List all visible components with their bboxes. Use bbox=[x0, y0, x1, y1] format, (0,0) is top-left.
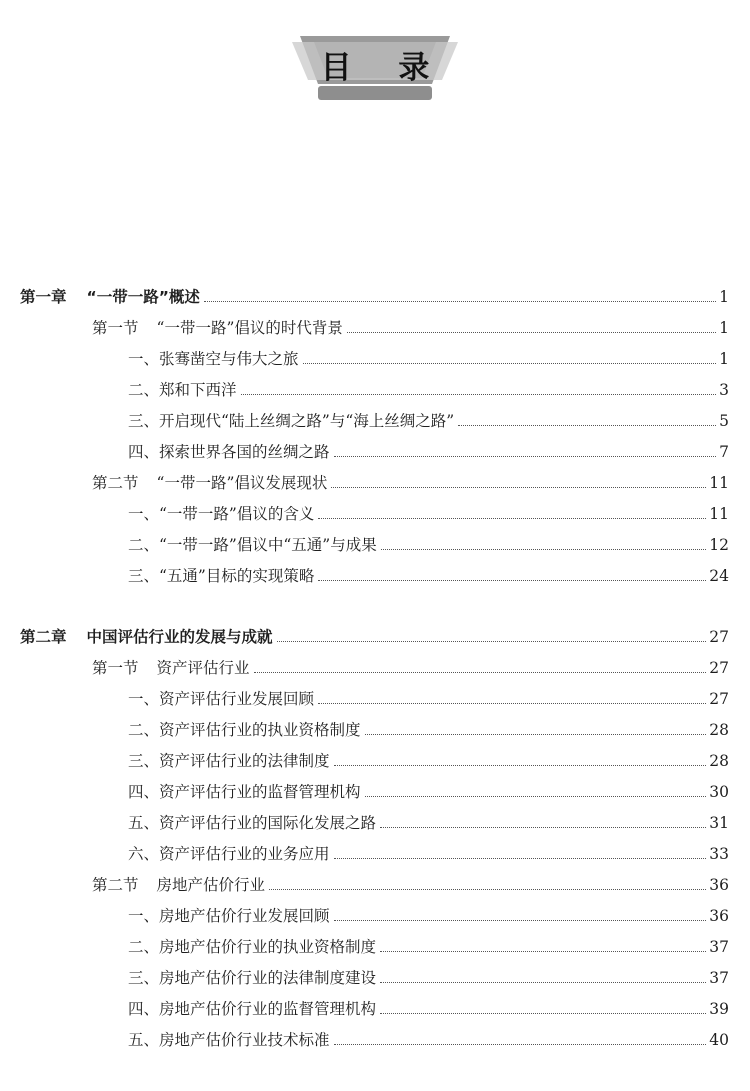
toc-entry-title: 五、资产评估行业的国际化发展之路 bbox=[128, 814, 377, 832]
toc-page-number: 1 bbox=[719, 319, 729, 337]
toc-entry-title: 中国评估行业的发展与成就 bbox=[86, 628, 273, 646]
dot-leader bbox=[347, 332, 716, 333]
toc-item-entry[interactable] bbox=[128, 708, 729, 740]
toc-entry-number: 第二章 bbox=[20, 628, 67, 646]
toc-entry-label bbox=[128, 380, 239, 400]
toc-entry-title: “一带一路”倡议发展现状 bbox=[156, 474, 328, 492]
dot-leader bbox=[318, 518, 706, 519]
toc-item-entry[interactable] bbox=[128, 523, 729, 555]
toc-entry-title: 一、张骞凿空与伟大之旅 bbox=[128, 350, 299, 368]
toc-entry-number: 第一节 bbox=[92, 319, 139, 337]
toc-item-entry[interactable] bbox=[128, 677, 729, 709]
page-title: 目 录 bbox=[320, 50, 448, 86]
toc-entry-label bbox=[128, 782, 363, 802]
dot-leader bbox=[365, 734, 707, 735]
toc-page-number: 27 bbox=[709, 628, 729, 646]
toc-entry-label bbox=[128, 813, 378, 833]
toc-item-entry[interactable] bbox=[128, 801, 729, 833]
toc-page-number: 11 bbox=[709, 474, 729, 492]
toc-entry-label bbox=[128, 689, 316, 709]
toc-item-entry[interactable] bbox=[128, 368, 729, 400]
toc-item-entry[interactable] bbox=[128, 894, 729, 926]
toc-page-number: 5 bbox=[719, 412, 729, 430]
toc-entry-label bbox=[92, 658, 252, 678]
toc-entry-label bbox=[128, 720, 363, 740]
toc-item-entry[interactable] bbox=[128, 832, 729, 864]
toc-entry-label bbox=[128, 906, 332, 926]
toc-entry-label bbox=[128, 566, 316, 586]
toc-entry-title: 三、房地产估价行业的法律制度建设 bbox=[128, 969, 377, 987]
toc-entry-title: 一、资产评估行业发展回顾 bbox=[128, 690, 315, 708]
dot-leader bbox=[204, 301, 716, 302]
toc-item-entry[interactable] bbox=[128, 987, 729, 1019]
toc-entry-title: 三、开启现代“陆上丝绸之路”与“海上丝绸之路” bbox=[128, 412, 455, 430]
toc-entry-label bbox=[128, 1030, 332, 1050]
toc-entry-label bbox=[128, 751, 332, 771]
toc-page-number: 40 bbox=[709, 1031, 729, 1049]
dot-leader bbox=[254, 672, 707, 673]
toc-page-number: 31 bbox=[709, 814, 729, 832]
toc-entry-title: 二、资产评估行业的执业资格制度 bbox=[128, 721, 361, 739]
dot-leader bbox=[381, 549, 707, 550]
dot-leader bbox=[334, 456, 717, 457]
title-banner bbox=[292, 28, 458, 102]
toc-entry-number: 第一节 bbox=[92, 659, 139, 677]
toc-entry-title: 三、资产评估行业的法律制度 bbox=[128, 752, 330, 770]
toc-page-number: 7 bbox=[719, 443, 729, 461]
dot-leader bbox=[334, 920, 707, 921]
toc-page-number: 33 bbox=[709, 845, 729, 863]
toc-entry-number: 第一章 bbox=[20, 288, 67, 306]
toc-entry-label bbox=[92, 875, 267, 895]
dot-leader bbox=[380, 982, 706, 983]
toc-page-number: 37 bbox=[709, 938, 729, 956]
dot-leader bbox=[380, 1013, 706, 1014]
toc-page-number: 36 bbox=[709, 907, 729, 925]
toc-entry-title: 六、资产评估行业的业务应用 bbox=[128, 845, 330, 863]
toc-entry-label bbox=[92, 318, 345, 338]
toc-page-number: 28 bbox=[709, 752, 729, 770]
toc-section-entry[interactable] bbox=[92, 461, 729, 493]
toc-item-entry[interactable] bbox=[128, 399, 729, 431]
toc-page-number: 11 bbox=[709, 505, 729, 523]
toc-page-number: 3 bbox=[719, 381, 729, 399]
toc-section-entry[interactable] bbox=[92, 863, 729, 895]
toc-entry-title: 资产评估行业 bbox=[156, 659, 250, 677]
toc-entry-title: “一带一路”概述 bbox=[86, 288, 200, 306]
toc-entry-label bbox=[20, 287, 202, 307]
toc-item-entry[interactable] bbox=[128, 337, 729, 369]
toc-entry-title: 房地产估价行业 bbox=[156, 876, 266, 894]
toc-entry-title: 一、房地产估价行业发展回顾 bbox=[128, 907, 330, 925]
toc-entry-label bbox=[92, 473, 329, 493]
toc-entry-label bbox=[128, 411, 456, 431]
toc-entry-title: 四、探索世界各国的丝绸之路 bbox=[128, 443, 330, 461]
toc-entry-title: “一带一路”倡议的时代背景 bbox=[156, 319, 343, 337]
toc-item-entry[interactable] bbox=[128, 956, 729, 988]
toc-page-number: 12 bbox=[709, 536, 729, 554]
toc-item-entry[interactable] bbox=[128, 739, 729, 771]
toc-page-number: 36 bbox=[709, 876, 729, 894]
toc-page-number: 27 bbox=[709, 659, 729, 677]
toc-item-entry[interactable] bbox=[128, 430, 729, 462]
dot-leader bbox=[318, 580, 706, 581]
toc-chapter-entry[interactable] bbox=[20, 615, 729, 647]
toc-section-entry[interactable] bbox=[92, 306, 729, 338]
dot-leader bbox=[331, 487, 706, 488]
dot-leader bbox=[241, 394, 717, 395]
toc-entry-label bbox=[128, 535, 379, 555]
toc-item-entry[interactable] bbox=[128, 554, 729, 586]
toc-item-entry[interactable] bbox=[128, 1018, 729, 1050]
toc-entry-title: 三、“五通”目标的实现策略 bbox=[128, 567, 315, 585]
toc-chapter-entry[interactable] bbox=[20, 275, 729, 307]
toc-entry-title: 二、“一带一路”倡议中“五通”与成果 bbox=[128, 536, 377, 554]
toc-page-number: 24 bbox=[709, 567, 729, 585]
dot-leader bbox=[334, 1044, 707, 1045]
dot-leader bbox=[318, 703, 706, 704]
dot-leader bbox=[334, 858, 707, 859]
toc-page-number: 1 bbox=[719, 288, 729, 306]
toc-page-number: 30 bbox=[709, 783, 729, 801]
dot-leader bbox=[303, 363, 717, 364]
toc-entry-title: 一、“一带一路”倡议的含义 bbox=[128, 505, 315, 523]
toc-entry-label bbox=[20, 627, 275, 647]
dot-leader bbox=[458, 425, 716, 426]
toc-entry-label bbox=[128, 442, 332, 462]
toc-entry-title: 四、房地产估价行业的监督管理机构 bbox=[128, 1000, 377, 1018]
toc-page-number: 28 bbox=[709, 721, 729, 739]
dot-leader bbox=[269, 889, 706, 890]
toc-page-number: 1 bbox=[719, 350, 729, 368]
toc-entry-label bbox=[128, 844, 332, 864]
dot-leader bbox=[277, 641, 707, 642]
dot-leader bbox=[380, 951, 706, 952]
toc-item-entry[interactable] bbox=[128, 925, 729, 957]
dot-leader bbox=[380, 827, 706, 828]
toc-page-number: 39 bbox=[709, 1000, 729, 1018]
toc-item-entry[interactable] bbox=[128, 492, 729, 524]
toc-entry-label bbox=[128, 349, 301, 369]
toc-page-number: 37 bbox=[709, 969, 729, 987]
toc-entry-label bbox=[128, 504, 316, 524]
toc-section-entry[interactable] bbox=[92, 646, 729, 678]
toc-entry-number: 第二节 bbox=[92, 474, 139, 492]
toc-entry-label bbox=[128, 937, 378, 957]
toc-entry-number: 第二节 bbox=[92, 876, 139, 894]
toc-entry-title: 四、资产评估行业的监督管理机构 bbox=[128, 783, 361, 801]
dot-leader bbox=[334, 765, 707, 766]
toc-entry-title: 二、郑和下西洋 bbox=[128, 381, 237, 399]
toc-item-entry[interactable] bbox=[128, 770, 729, 802]
toc-entry-title: 五、房地产估价行业技术标准 bbox=[128, 1031, 330, 1049]
toc-page-number: 27 bbox=[709, 690, 729, 708]
toc-entry-label bbox=[128, 999, 378, 1019]
dot-leader bbox=[365, 796, 707, 797]
toc-entry-title: 二、房地产估价行业的执业资格制度 bbox=[128, 938, 377, 956]
toc-entry-label bbox=[128, 968, 378, 988]
